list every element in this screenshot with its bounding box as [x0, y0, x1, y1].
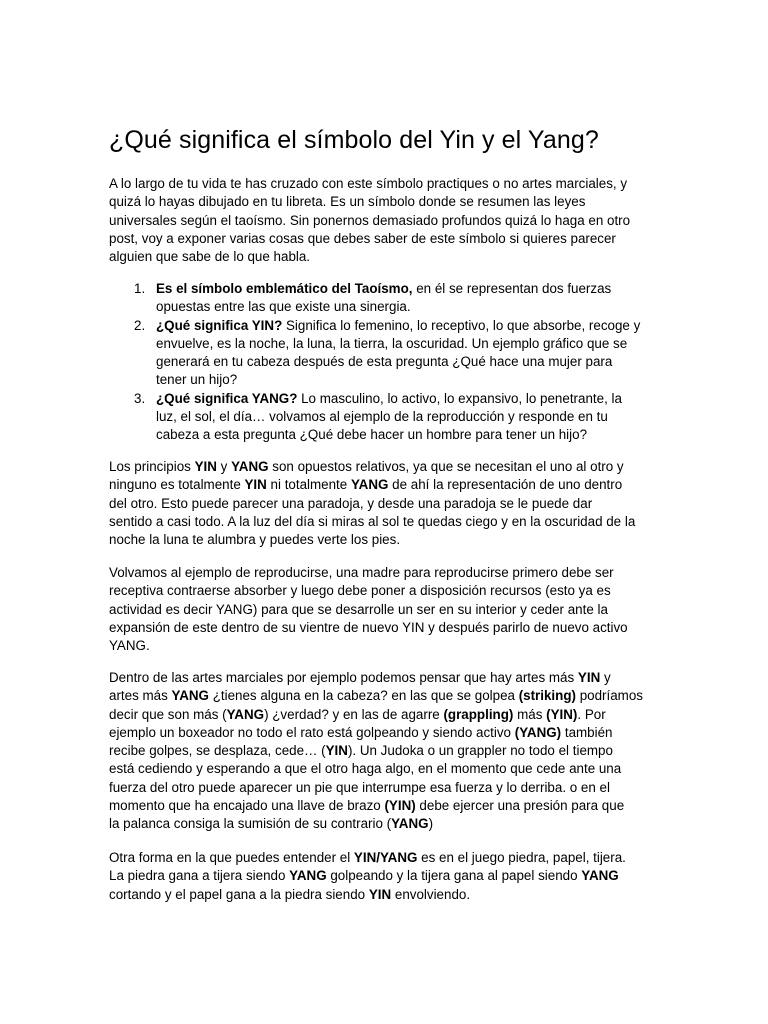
text-run: luz, el sol, el día… volvamos al ejemplo de la reproducción y responde en tu — [156, 409, 608, 425]
text-line — [156, 335, 669, 353]
text-run: momento que ha encajado una llave de brazo — [109, 798, 385, 814]
bold-text: YIN — [244, 477, 267, 493]
text-run: Lo masculino, lo activo, lo expansivo, lo penetrante, la — [297, 390, 622, 406]
text-line — [109, 724, 661, 742]
text-line — [156, 280, 669, 298]
bold-text: ¿Qué significa YIN? — [156, 317, 283, 333]
text-run: generará en tu cabeza después de esta pregunta ¿Qué hace una mujer para — [156, 354, 613, 370]
text-line — [109, 779, 661, 797]
text-line: alguien que sabe de lo que habla. — [109, 249, 311, 265]
principios-paragraph — [109, 458, 661, 549]
reproducirse-paragraph — [109, 564, 661, 655]
text-line — [109, 742, 661, 760]
text-line — [109, 849, 661, 867]
text-line — [156, 353, 669, 371]
bold-text: YANG — [171, 688, 209, 704]
text-run: recibe golpes, se desplaza, cede… ( — [109, 743, 326, 759]
juego-paragraph — [109, 849, 661, 904]
text-run: de ahí la representación de uno dentro — [388, 477, 623, 493]
bold-text: (striking) — [518, 688, 576, 704]
text-line — [156, 298, 669, 316]
text-line — [156, 371, 669, 389]
page-title: ¿Qué significa el símbolo del Yin y el Yang? — [109, 126, 599, 154]
list-item — [109, 280, 669, 317]
text-line: post, voy a exponer varias cosas que debes saber de este símbolo si quieres parecer — [109, 230, 616, 246]
text-line — [109, 531, 661, 549]
bold-text: YANG — [581, 868, 619, 884]
text-line — [109, 886, 661, 904]
text-run: noche la luna te alumbra y puedes verte los pies. — [109, 532, 401, 548]
text-line: expansión de este dentro de su vientre de nuevo YIN y después parirlo de nuevo activo — [109, 619, 628, 635]
text-line: YANG. — [109, 638, 150, 654]
text-run: . Por — [577, 706, 606, 722]
text-line: universales según el taoísmo. Sin ponernos demasiado profundos quizá lo haga en otro — [109, 212, 631, 228]
text-run: también — [561, 724, 613, 740]
list-item — [109, 317, 669, 390]
text-run: más — [513, 706, 547, 722]
text-line: receptiva contraerse absorber y luego debe poner a disposición recursos (esto ya es — [109, 583, 611, 599]
text-line — [109, 706, 661, 724]
text-run: tener un hijo? — [156, 372, 238, 388]
text-run: envolviendo. — [391, 886, 471, 902]
text-line — [109, 760, 661, 778]
text-line — [109, 815, 661, 833]
text-run: ninguno es totalmente — [109, 477, 245, 493]
text-run: cabeza a esta pregunta ¿Qué debe hacer un hombre para tener un hijo? — [156, 427, 588, 443]
text-line — [109, 513, 661, 531]
text-run: decir que son más ( — [109, 706, 227, 722]
bold-text: (YANG) — [514, 724, 562, 740]
bold-text: Es el símbolo emblemático del Taoísmo, — [156, 281, 413, 296]
text-line — [109, 687, 661, 705]
text-run: y — [216, 459, 232, 474]
text-run: Dentro de las artes marciales por ejemplo podemos pensar que hay artes más — [109, 670, 578, 685]
text-run: envuelve, es la noche, la luna, la tierra, la oscuridad. Un ejemplo gráfico que se — [156, 335, 628, 351]
text-run: artes más — [109, 688, 172, 704]
intro-paragraph — [109, 175, 661, 266]
text-line — [109, 458, 661, 476]
bold-text: YANG — [226, 706, 265, 722]
bold-text: (YIN) — [384, 798, 416, 814]
text-run: golpeando y la tijera gana al papel siendo — [326, 868, 582, 884]
text-run: ejemplo un boxeador no todo el rato está golpeando y siendo activo — [109, 724, 515, 740]
text-run: ¿tienes alguna en la cabeza? en las que se golpea — [208, 688, 519, 704]
bold-text: YIN/YANG — [353, 850, 418, 865]
text-run: es en el juego piedra, papel, tijera. — [417, 850, 626, 865]
text-line: actividad es decir YANG) para que se desarrolle un ser en su interior y ceder ante la — [109, 601, 608, 617]
artes-marciales-paragraph — [109, 669, 661, 834]
text-run: del otro. Esto puede parecer una paradoja, y desde una paradoja se le puede dar — [109, 495, 593, 511]
text-run: ) — [428, 816, 434, 832]
bold-text: ¿Qué significa YANG? — [156, 390, 298, 406]
bold-text: (grappling) — [443, 706, 514, 722]
text-run: ni totalmente — [266, 477, 351, 493]
text-line — [109, 476, 661, 494]
text-run: Otra forma en la que puedes entender el — [109, 850, 354, 865]
text-run: en él se representan dos fuerzas — [412, 281, 612, 296]
text-line — [156, 390, 669, 408]
list-number: 1. — [134, 281, 146, 296]
list-number: 3. — [134, 390, 146, 406]
text-run: y — [600, 670, 611, 685]
bold-text: YIN — [194, 459, 217, 474]
text-run: ). Un Judoka o un grappler no todo el tiempo — [347, 743, 613, 759]
text-run: está cediendo y esperando a que el otro haga algo, en el momento que cede ante una — [109, 761, 622, 777]
text-line — [109, 669, 661, 687]
text-line — [109, 867, 661, 885]
bold-text: YANG — [350, 477, 389, 493]
bold-text: YANG — [231, 459, 269, 474]
text-run: ) ¿verdad? y en las de agarre — [264, 706, 444, 722]
bold-text: YIN — [325, 743, 348, 759]
list-item — [109, 390, 669, 445]
numbered-list — [109, 280, 669, 445]
text-run: sentido a casi todo. A la luz del día si miras al sol te quedas ciego y en la oscuridad de la — [109, 513, 636, 529]
text-run: Significa lo femenino, lo receptivo, lo que absorbe, recoge y — [282, 317, 641, 333]
text-line — [156, 317, 669, 335]
bold-text: (YIN) — [546, 706, 578, 722]
text-run: opuestas entre las que existe una sinergia. — [156, 299, 411, 315]
text-line — [156, 426, 669, 444]
text-run: Los principios — [109, 459, 195, 474]
text-run: La piedra gana a tijera siendo — [109, 868, 290, 884]
text-run: la palanca consiga la sumisión de su contrario ( — [109, 816, 392, 832]
text-line: Volvamos al ejemplo de reproducirse, una madre para reproducirse primero debe ser — [109, 565, 614, 580]
text-run: podríamos — [575, 688, 643, 704]
text-run: fuerza del otro puede aparecer un pie que interrumpe esa fuerza y lo derriba. o en el — [109, 779, 610, 795]
text-run: son opuestos relativos, ya que se necesitan el uno al otro y — [268, 459, 624, 474]
text-line: A lo largo de tu vida te has cruzado con este símbolo practiques o no artes marciales, y — [109, 176, 628, 191]
text-line — [109, 797, 661, 815]
bold-text: YANG — [391, 816, 429, 832]
text-line — [109, 495, 661, 513]
bold-text: YANG — [289, 868, 327, 884]
list-number: 2. — [134, 317, 146, 333]
bold-text: YIN — [577, 670, 601, 685]
text-run: debe ejercer una presión para que — [415, 798, 625, 814]
text-run: cortando y el papel gana a la piedra siendo — [109, 886, 369, 902]
text-line: quizá lo hayas dibujado en tu libreta. Es un símbolo donde se resumen las leyes — [109, 194, 586, 210]
text-line — [156, 408, 669, 426]
bold-text: YIN — [368, 886, 392, 902]
